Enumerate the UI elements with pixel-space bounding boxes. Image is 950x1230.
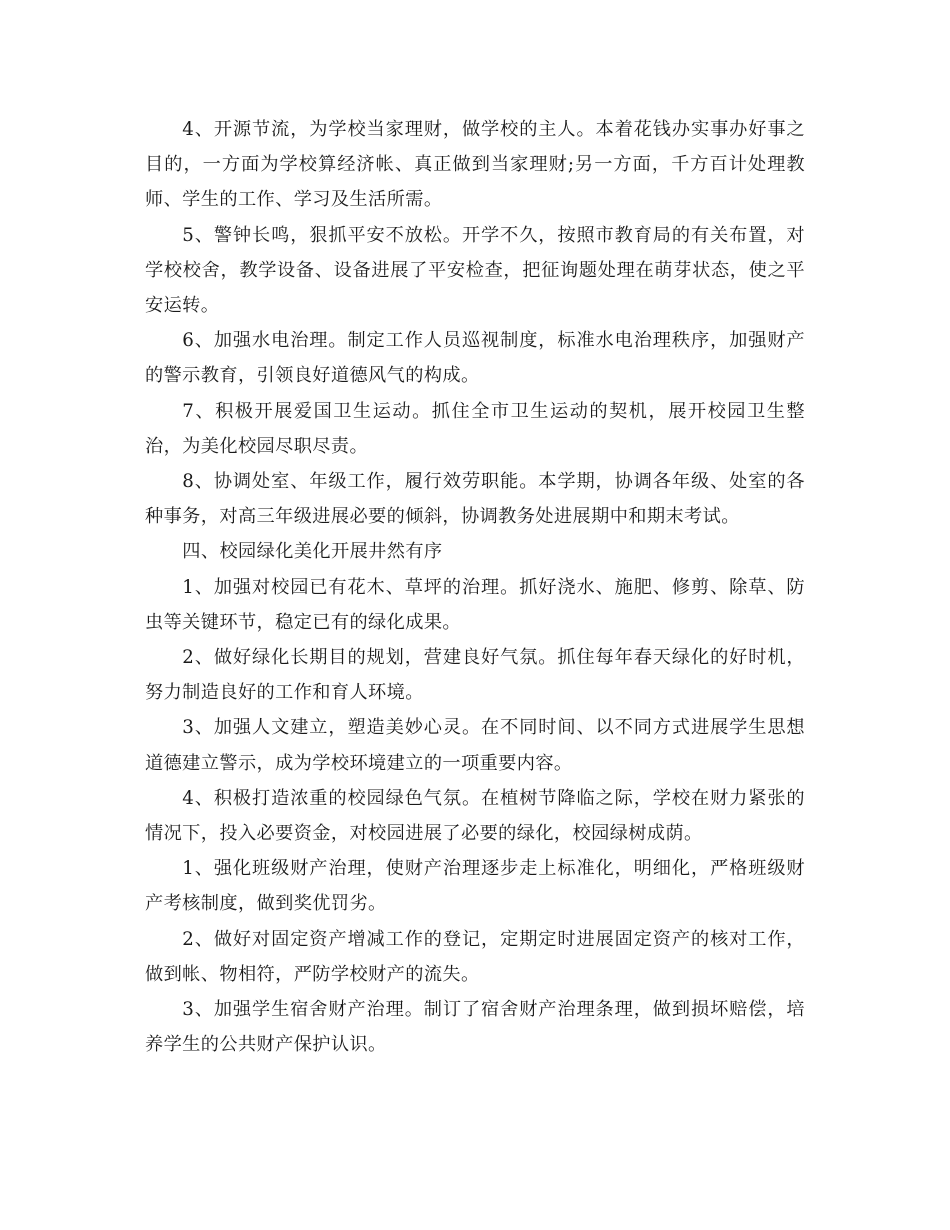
paragraph-property-2: 2、做好对固定资产增减工作的登记，定期定时进展固定资产的核对工作，做到帐、物相符，严防学校财产的流失。 — [145, 928, 805, 985]
paragraph-greening-4: 4、积极打造浓重的校园绿色气氛。在植树节降临之际，学校在财力紧张的情况下，投入必要资金，对校园进展了必要的绿化，校园绿树成荫。 — [145, 787, 805, 845]
paragraph-item-7-sanitation: 7、积极开展爱国卫生运动。抓住全市卫生运动的契机，展开校园卫生整治，为美化校园尽职尽责。 — [145, 400, 805, 457]
section-heading-greening: 四、校园绿化美化开展井然有序 — [182, 541, 443, 563]
paragraph-item-6-utilities: 6、加强水电治理。制定工作人员巡视制度，标准水电治理秩序，加强财产的警示教育，引领良好道德风气的构成。 — [145, 330, 805, 387]
paragraph-property-1: 1、强化班级财产治理，使财产治理逐步走上标准化，明细化，严格班级财产考核制度，做到奖优罚劣。 — [145, 858, 805, 915]
document-body — [145, 112, 805, 1062]
paragraph-item-5-safety: 5、警钟长鸣，狠抓平安不放松。开学不久，按照市教育局的有关布置，对学校校舍，教学设备、设备进展了平安检查，把征询题处理在萌芽状态，使之平安运转。 — [145, 224, 805, 317]
paragraph-greening-3: 3、加强人文建立，塑造美妙心灵。在不同时间、以不同方式进展学生思想道德建立警示，成为学校环境建立的一项重要内容。 — [145, 717, 805, 774]
paragraph-item-8-coordination: 8、协调处室、年级工作，履行效劳职能。本学期，协调各年级、处室的各种事务，对高三年级进展必要的倾斜，协调教务处进展期中和期末考试。 — [145, 471, 805, 528]
paragraph-greening-1: 1、加强对校园已有花木、草坪的治理。抓好浇水、施肥、修剪、除草、防虫等关键环节，稳定已有的绿化成果。 — [145, 576, 805, 633]
paragraph-property-3: 3、加强学生宿舍财产治理。制订了宿舍财产治理条理，做到损坏赔偿，培养学生的公共财产保护认识。 — [145, 999, 805, 1056]
paragraph-greening-2: 2、做好绿化长期目的规划，营建良好气氛。抓住每年春天绿化的好时机，努力制造良好的工作和育人环境。 — [145, 647, 805, 704]
paragraph-item-4-finance: 4、开源节流，为学校当家理财，做学校的主人。本着花钱办实事办好事之目的，一方面为学校算经济帐、真正做到当家理财;另一方面，千方百计处理教师、学生的工作、学习及生活所需。 — [145, 119, 805, 211]
